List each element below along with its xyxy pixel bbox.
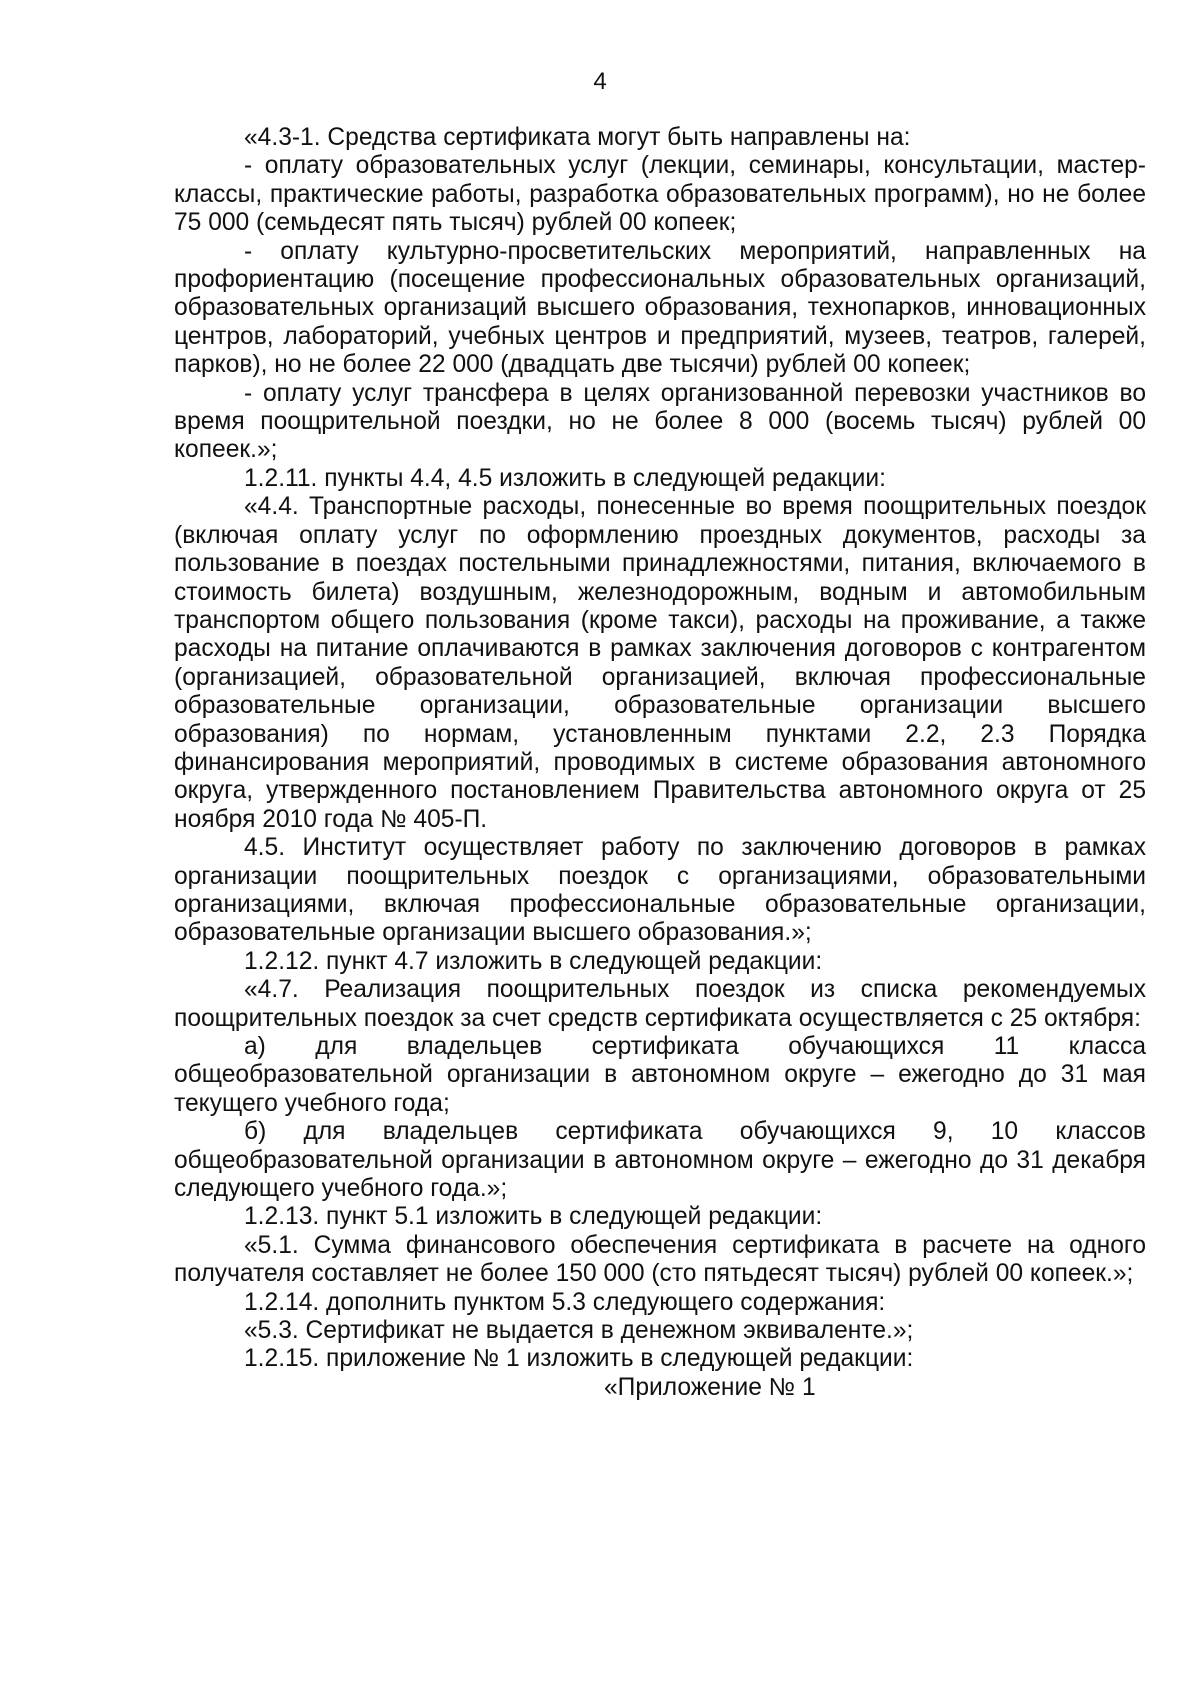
page-number: 4 xyxy=(593,68,607,95)
paragraph-5-1: «5.1. Сумма финансового обеспечения сертификата в расчете на одного получателя составляет не более 150 000 (сто пятьдесят тысяч) рублей 00 копеек.»; xyxy=(174,1231,1146,1288)
paragraph-4-5: 4.5. Институт осуществляет работу по заключению договоров в рамках организации поощрительных поездок с организациями, образовательными организациями, включая профессиональные образовательные организации, образовательные организации высшего образования.»; xyxy=(174,834,1146,947)
paragraph-cultural-events: - оплату культурно-просветительских мероприятий, направленных на профориентацию (посещение профессиональных образовательных организаций, образовательных организаций высшего образования, технопарков, инновационных центров, лабораторий, учебных центров и предприятий, музеев, театров, галерей, парков), но не более 22 000 (двадцать две тысячи) рублей 00 копеек; xyxy=(174,237,1146,379)
paragraph-4-7-a: а) для владельцев сертификата обучающихся 11 класса общеобразовательной организации в автономном округе – ежегодно до 31 мая текущего учебного года; xyxy=(174,1033,1146,1117)
paragraph-educational-services: - оплату образовательных услуг (лекции, семинары, консультации, мастер-классы, практические работы, разработка образовательных программ), но не более 75 000 (семьдесят пять тысяч) рублей 00 копеек; xyxy=(174,152,1146,237)
paragraph-4-3-1-intro: «4.3-1. Средства сертификата могут быть направлены на: xyxy=(244,124,911,151)
paragraph-1-2-11: 1.2.11. пункты 4.4, 4.5 изложить в следующей редакции: xyxy=(244,464,886,492)
document-body xyxy=(174,124,1146,1402)
paragraph-1-2-14: 1.2.14. дополнить пунктом 5.3 следующего содержания: xyxy=(244,1288,886,1316)
paragraph-1-2-15: 1.2.15. приложение № 1 изложить в следующей редакции: xyxy=(244,1345,914,1373)
paragraph-4-7-b: б) для владельцев сертификата обучающихся 9, 10 классов общеобразовательной организации в автономном округе – ежегодно до 31 декабря следующего учебного года.»; xyxy=(174,1118,1146,1203)
paragraph-1-2-12: 1.2.12. пункт 4.7 изложить в следующей редакции: xyxy=(244,947,823,975)
paragraph-4-7: «4.7. Реализация поощрительных поездок из списка рекомендуемых поощрительных поездок за счет средств сертификата осуществляется с 25 октября: xyxy=(174,976,1146,1032)
paragraph-1-2-13: 1.2.13. пункт 5.1 изложить в следующей редакции: xyxy=(244,1203,823,1231)
paragraph-transfer-services: - оплату услуг трансфера в целях организованной перевозки участников во время поощрительной поездки, но не более 8 000 (восемь тысяч) рублей 00 копеек.»; xyxy=(174,379,1146,464)
paragraph-5-3: «5.3. Сертификат не выдается в денежном эквиваленте.»; xyxy=(244,1317,914,1345)
appendix-caption: «Приложение № 1 xyxy=(604,1373,816,1401)
paragraph-4-4: «4.4. Транспортные расходы, понесенные во время поощрительных поездок (включая оплату услуг по оформлению проездных документов, расходы за пользование в поездах постельными принадлежностями, питания, включаемого в стоимость билета) воздушным, железнодорожным, водным и автомобильным транспортом общего пользования (кроме такси), расходы на проживание, а также расходы на питание оплачиваются в рамках заключения договоров с контрагентом (организацией, образовательной организацией, включая профессиональные образовательные организации, образовательные организации высшего образования) по нормам, установленным пунктами 2.2, 2.3 Порядка финансирования мероприятий, проводимых в системе образования автономного округа, утвержденного постановлением Правительства автономного округа от 25 ноября 2010 года № 405-П. xyxy=(174,493,1146,833)
